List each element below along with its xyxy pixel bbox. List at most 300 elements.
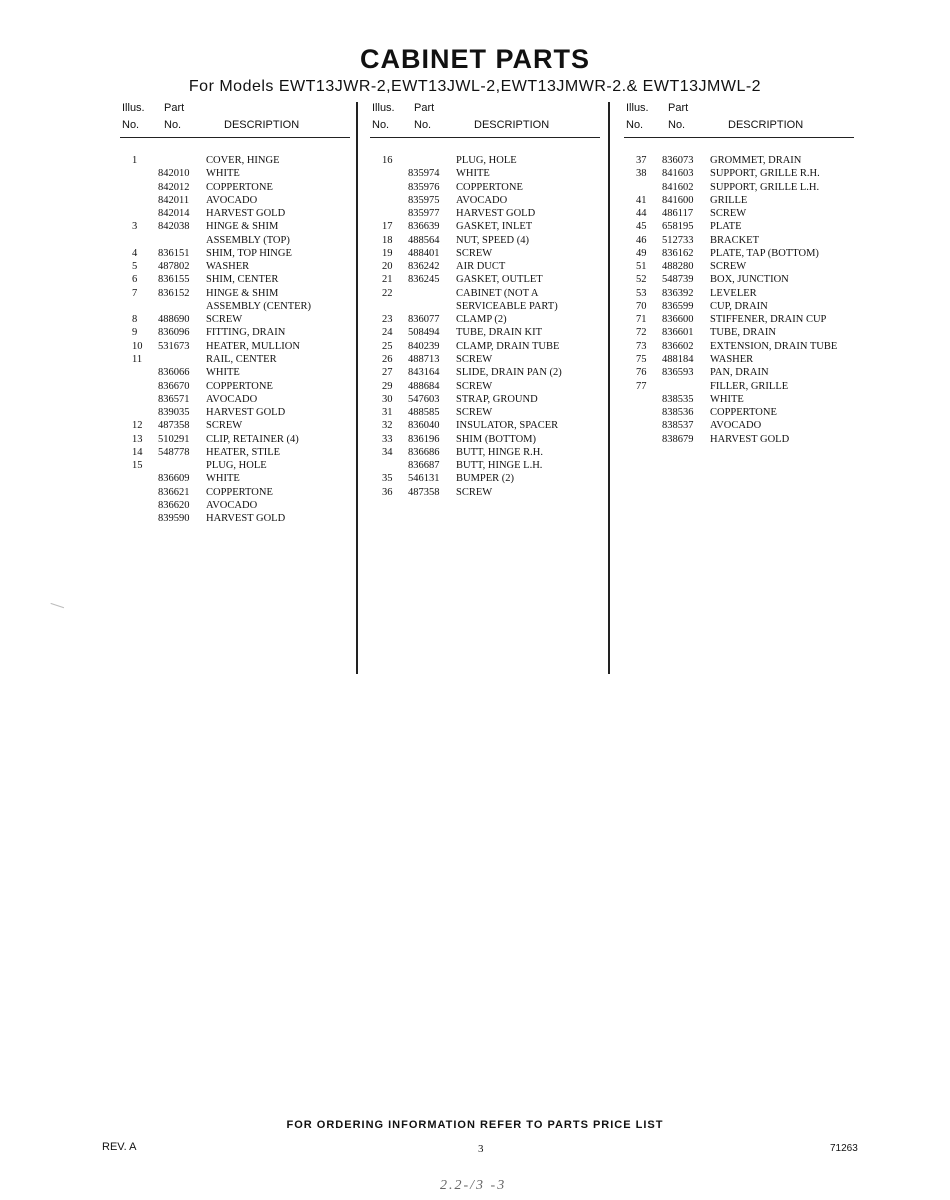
- part-row: [120, 220, 365, 233]
- part-row: [624, 207, 869, 220]
- part-row: [120, 393, 365, 406]
- part-description: COPPERTONE: [206, 181, 273, 193]
- illus-number: 41: [636, 194, 647, 206]
- part-row: [120, 433, 365, 446]
- part-description: HINGE & SHIM: [206, 287, 279, 299]
- header-rule: [624, 137, 854, 138]
- part-description: AIR DUCT: [456, 261, 506, 273]
- part-number: 836687: [408, 460, 440, 472]
- part-row: [624, 353, 869, 366]
- part-description: WHITE: [206, 367, 240, 379]
- part-description: SCREW: [456, 247, 493, 259]
- page-number: 3: [478, 1143, 484, 1155]
- part-number: 487358: [408, 486, 440, 498]
- part-row: [370, 181, 615, 194]
- part-number: 488401: [408, 247, 440, 259]
- part-row: [624, 366, 869, 379]
- part-number: 840239: [408, 340, 440, 352]
- part-row: [370, 446, 615, 459]
- part-description: CLAMP (2): [456, 314, 507, 326]
- part-number: 836593: [662, 367, 694, 379]
- parts-column-2: [370, 102, 615, 498]
- part-row: [120, 167, 365, 180]
- part-row: [120, 499, 365, 512]
- revision-label: REV. A: [102, 1141, 137, 1153]
- part-number: 836599: [662, 300, 694, 312]
- illus-number: 7: [132, 287, 138, 299]
- part-number: 835975: [408, 194, 440, 206]
- part-description: WHITE: [206, 168, 240, 180]
- part-row: [624, 340, 869, 353]
- part-description: BUTT, HINGE L.H.: [456, 460, 543, 472]
- part-description: SUPPORT, GRILLE R.H.: [710, 168, 820, 180]
- part-row: [120, 313, 365, 326]
- part-description: STIFFENER, DRAIN CUP: [710, 314, 827, 326]
- header-illus-no: No.: [372, 119, 390, 131]
- part-description: PAN, DRAIN: [710, 367, 769, 379]
- parts-list: [120, 154, 365, 525]
- models-subtitle: For Models EWT13JWR-2,EWT13JWL-2,EWT13JMWR-2.& EWT13JMWL-2: [188, 78, 762, 95]
- illus-number: 8: [132, 314, 138, 326]
- part-description: TUBE, DRAIN KIT: [456, 327, 543, 339]
- part-description: HARVEST GOLD: [456, 208, 536, 220]
- part-description: LEVELER: [710, 287, 757, 299]
- scan-speck: [50, 603, 64, 610]
- part-row: [120, 273, 365, 286]
- header-part-no: No.: [164, 119, 182, 131]
- part-number: 839035: [158, 407, 190, 419]
- part-row: [370, 234, 615, 247]
- part-description: INSULATOR, SPACER: [456, 420, 559, 432]
- part-number: 841602: [662, 181, 694, 193]
- part-number: 841603: [662, 168, 694, 180]
- illus-number: 10: [132, 340, 143, 352]
- part-row: [120, 446, 365, 459]
- part-description: PLUG, HOLE: [456, 155, 517, 166]
- part-description: WASHER: [710, 353, 754, 365]
- part-row: [624, 393, 869, 406]
- part-description: HEATER, MULLION: [206, 340, 300, 352]
- part-description: COPPERTONE: [710, 407, 777, 419]
- part-description: HARVEST GOLD: [206, 513, 286, 525]
- part-number: 488184: [662, 353, 694, 365]
- part-row: [624, 167, 869, 180]
- illus-number: 70: [636, 300, 647, 312]
- part-number: 836620: [158, 499, 190, 511]
- part-number: 486117: [662, 208, 694, 220]
- part-number: 488690: [158, 314, 190, 326]
- handwritten-note: 2.2-/3 -3: [440, 1178, 507, 1193]
- illus-number: 49: [636, 247, 647, 259]
- part-description: HARVEST GOLD: [710, 433, 790, 445]
- part-number: 548739: [662, 274, 694, 286]
- illus-number: 19: [382, 247, 393, 259]
- part-description: HINGE & SHIM: [206, 221, 279, 233]
- illus-number: 75: [636, 353, 647, 365]
- part-number: 488585: [408, 407, 440, 419]
- part-number: 842038: [158, 221, 190, 233]
- part-number: 836609: [158, 473, 190, 485]
- part-row: [120, 353, 365, 366]
- part-number: 836600: [662, 314, 694, 326]
- part-description: COPPERTONE: [206, 380, 273, 392]
- part-row: [120, 326, 365, 339]
- part-number: 842011: [158, 194, 190, 206]
- part-number: 836152: [158, 287, 190, 299]
- part-row: [624, 181, 869, 194]
- part-description: SCREW: [456, 380, 493, 392]
- part-row: [370, 313, 615, 326]
- part-number: 838679: [662, 433, 694, 445]
- part-number: 836162: [662, 247, 694, 259]
- part-row: [624, 287, 869, 300]
- part-number: 836571: [158, 393, 190, 405]
- part-description: NUT, SPEED (4): [456, 234, 530, 246]
- part-number: 487802: [158, 261, 190, 273]
- part-description: AVOCADO: [710, 420, 762, 432]
- illus-number: 46: [636, 234, 647, 246]
- parts-list: [370, 154, 615, 499]
- illus-number: 34: [382, 446, 393, 458]
- illus-number: 21: [382, 274, 393, 286]
- illus-number: 6: [132, 274, 138, 286]
- part-row: [370, 433, 615, 446]
- illus-number: 44: [636, 208, 647, 220]
- part-description: SUPPORT, GRILLE L.H.: [710, 181, 820, 193]
- part-description: SCREW: [710, 208, 747, 220]
- part-number: 547603: [408, 393, 440, 405]
- part-row: [624, 220, 869, 233]
- part-description: BUTT, HINGE R.H.: [456, 446, 544, 458]
- illus-number: 11: [132, 353, 143, 365]
- part-description: AVOCADO: [206, 194, 258, 206]
- part-description: SCREW: [710, 261, 747, 273]
- part-row: [370, 380, 615, 393]
- part-number: 836040: [408, 420, 440, 432]
- part-description: SHIM (BOTTOM): [456, 433, 537, 445]
- part-description: SCREW: [456, 486, 493, 498]
- illus-number: 4: [132, 247, 138, 259]
- part-number: 836066: [158, 367, 190, 379]
- illus-number: 31: [382, 407, 393, 419]
- header-description: DESCRIPTION: [474, 119, 550, 131]
- header-rule: [370, 137, 600, 138]
- part-row: [370, 406, 615, 419]
- part-description: AVOCADO: [206, 393, 258, 405]
- part-description: SCREW: [456, 353, 493, 365]
- column-divider: [356, 102, 358, 674]
- part-number: 488564: [408, 234, 440, 246]
- illus-number: 71: [636, 314, 647, 326]
- header-description: DESCRIPTION: [728, 119, 804, 131]
- part-description: RAIL, CENTER: [206, 353, 277, 365]
- part-description: GRILLE: [710, 194, 748, 206]
- part-row: [120, 472, 365, 485]
- part-description: SHIM, TOP HINGE: [206, 247, 292, 259]
- part-row: [624, 433, 869, 446]
- part-number: 487358: [158, 420, 190, 432]
- part-row: [120, 419, 365, 432]
- part-number: 843164: [408, 367, 440, 379]
- part-description: SCREW: [456, 407, 493, 419]
- part-number: 488684: [408, 380, 440, 392]
- illus-number: 29: [382, 380, 393, 392]
- part-row: [370, 207, 615, 220]
- illus-number: 13: [132, 433, 143, 445]
- part-description: EXTENSION, DRAIN TUBE: [710, 340, 838, 352]
- header-description: DESCRIPTION: [224, 119, 300, 131]
- part-number: 836073: [662, 155, 694, 166]
- illus-number: 25: [382, 340, 393, 352]
- part-number: 488280: [662, 261, 694, 273]
- illus-number: 51: [636, 261, 647, 273]
- header-illus-no: No.: [122, 119, 140, 131]
- illus-number: 14: [132, 446, 143, 458]
- part-number: 836602: [662, 340, 694, 352]
- part-row: [624, 260, 869, 273]
- illus-number: 77: [636, 380, 647, 392]
- part-description: AVOCADO: [456, 194, 508, 206]
- part-description: SCREW: [206, 314, 243, 326]
- part-number: 839590: [158, 513, 190, 525]
- illus-number: 36: [382, 486, 393, 498]
- part-row: [120, 181, 365, 194]
- part-number: 836639: [408, 221, 440, 233]
- header-part: Part: [164, 102, 185, 114]
- illus-number: 15: [132, 460, 143, 472]
- illus-number: 30: [382, 393, 393, 405]
- part-description: PLATE: [710, 221, 742, 233]
- illus-number: 72: [636, 327, 647, 339]
- part-number: 842014: [158, 208, 190, 220]
- part-description: STRAP, GROUND: [456, 393, 538, 405]
- illus-number: 27: [382, 367, 393, 379]
- illus-number: 24: [382, 327, 393, 339]
- illus-number: 9: [132, 327, 138, 339]
- illus-number: 37: [636, 155, 647, 166]
- illus-number: 16: [382, 155, 393, 166]
- part-row: [120, 340, 365, 353]
- part-row: [624, 154, 869, 167]
- column-header: [120, 102, 365, 136]
- illus-number: 38: [636, 168, 647, 180]
- part-description: HARVEST GOLD: [206, 208, 286, 220]
- part-row: [120, 234, 365, 247]
- part-row: [120, 207, 365, 220]
- part-row: [370, 154, 615, 167]
- part-row: [120, 459, 365, 472]
- page-title: CABINET PARTS: [359, 44, 590, 74]
- part-row: [370, 459, 615, 472]
- part-row: [120, 260, 365, 273]
- part-row: [624, 234, 869, 247]
- part-description: WHITE: [710, 393, 744, 405]
- column-header: [370, 102, 615, 136]
- part-row: [370, 260, 615, 273]
- part-row: [370, 326, 615, 339]
- part-number: 510291: [158, 433, 190, 445]
- part-row: [370, 340, 615, 353]
- part-number: 836601: [662, 327, 694, 339]
- part-row: [370, 247, 615, 260]
- illus-number: 18: [382, 234, 393, 246]
- part-description: HARVEST GOLD: [206, 407, 286, 419]
- illus-number: 73: [636, 340, 647, 352]
- header-illus: Illus.: [122, 102, 145, 114]
- part-description: ASSEMBLY (CENTER): [206, 300, 312, 312]
- part-number: 512733: [662, 234, 694, 246]
- part-description: CABINET (NOT A: [456, 287, 539, 299]
- illus-number: 26: [382, 353, 393, 365]
- illus-number: 3: [132, 221, 138, 233]
- header-part-no: No.: [414, 119, 432, 131]
- part-description: WHITE: [456, 168, 490, 180]
- part-description: WASHER: [206, 261, 250, 273]
- part-row: [120, 154, 365, 167]
- parts-list: [624, 154, 869, 446]
- part-row: [370, 486, 615, 499]
- illus-number: 52: [636, 274, 647, 286]
- part-number: 548778: [158, 446, 190, 458]
- part-description: AVOCADO: [206, 499, 258, 511]
- header-illus-no: No.: [626, 119, 644, 131]
- part-number: 531673: [158, 340, 190, 352]
- part-row: [370, 220, 615, 233]
- part-description: SLIDE, DRAIN PAN (2): [456, 367, 562, 379]
- part-number: 836670: [158, 380, 190, 392]
- part-description: COVER, HINGE: [206, 155, 280, 166]
- header-illus: Illus.: [372, 102, 395, 114]
- part-description: FILLER, GRILLE: [710, 380, 789, 392]
- illus-number: 32: [382, 420, 393, 432]
- part-description: BOX, JUNCTION: [710, 274, 789, 286]
- part-row: [370, 300, 615, 313]
- part-row: [624, 273, 869, 286]
- part-description: CUP, DRAIN: [710, 300, 768, 312]
- part-number: 488713: [408, 353, 440, 365]
- column-divider: [608, 102, 610, 674]
- part-row: [624, 380, 869, 393]
- illus-number: 12: [132, 420, 143, 432]
- illus-number: 20: [382, 261, 393, 273]
- part-row: [624, 326, 869, 339]
- part-number: 838536: [662, 407, 694, 419]
- part-number: 836686: [408, 446, 440, 458]
- part-row: [120, 247, 365, 260]
- part-row: [370, 353, 615, 366]
- column-header: [624, 102, 869, 136]
- part-row: [370, 287, 615, 300]
- part-description: BRACKET: [710, 234, 760, 246]
- ordering-note: FOR ORDERING INFORMATION REFER TO PARTS PRICE LIST: [286, 1119, 664, 1131]
- illus-number: 17: [382, 221, 393, 233]
- part-row: [370, 419, 615, 432]
- part-row: [624, 406, 869, 419]
- header-part: Part: [414, 102, 435, 114]
- part-description: BUMPER (2): [456, 473, 515, 485]
- part-number: 836392: [662, 287, 694, 299]
- part-description: SHIM, CENTER: [206, 274, 279, 286]
- part-row: [120, 300, 365, 313]
- part-number: 658195: [662, 221, 694, 233]
- part-number: 836242: [408, 261, 440, 273]
- part-row: [370, 393, 615, 406]
- part-number: 546131: [408, 473, 440, 485]
- illus-number: 35: [382, 473, 393, 485]
- illus-number: 33: [382, 433, 393, 445]
- part-row: [120, 287, 365, 300]
- part-number: 835976: [408, 181, 440, 193]
- part-description: TUBE, DRAIN: [710, 327, 776, 339]
- header-illus: Illus.: [626, 102, 649, 114]
- part-row: [624, 313, 869, 326]
- part-row: [624, 194, 869, 207]
- part-number: 836155: [158, 274, 190, 286]
- illus-number: 1: [132, 155, 138, 166]
- part-number: 835974: [408, 168, 440, 180]
- illus-number: 5: [132, 261, 138, 273]
- illus-number: 22: [382, 287, 393, 299]
- part-description: FITTING, DRAIN: [206, 327, 286, 339]
- part-number: 836096: [158, 327, 190, 339]
- parts-column-1: [120, 102, 365, 525]
- part-description: COPPERTONE: [206, 486, 273, 498]
- part-row: [120, 380, 365, 393]
- part-row: [370, 167, 615, 180]
- part-row: [120, 486, 365, 499]
- part-number: 836245: [408, 274, 440, 286]
- part-row: [120, 512, 365, 525]
- part-description: GROMMET, DRAIN: [710, 155, 802, 166]
- part-number: 841600: [662, 194, 694, 206]
- part-row: [370, 273, 615, 286]
- illus-number: 45: [636, 221, 647, 233]
- part-number: 842012: [158, 181, 190, 193]
- part-number: 836621: [158, 486, 190, 498]
- header-part-no: No.: [668, 119, 686, 131]
- part-row: [120, 194, 365, 207]
- part-description: SCREW: [206, 420, 243, 432]
- illus-number: 23: [382, 314, 393, 326]
- part-row: [120, 366, 365, 379]
- part-description: GASKET, OUTLET: [456, 274, 543, 286]
- part-row: [370, 194, 615, 207]
- part-row: [370, 472, 615, 485]
- part-description: SERVICEABLE PART): [456, 300, 558, 312]
- part-number: 838537: [662, 420, 694, 432]
- part-number: 842010: [158, 168, 190, 180]
- part-description: PLUG, HOLE: [206, 460, 267, 472]
- document-number: 71263: [830, 1143, 858, 1154]
- part-description: PLATE, TAP (BOTTOM): [710, 247, 819, 259]
- header-part: Part: [668, 102, 689, 114]
- illus-number: 53: [636, 287, 647, 299]
- part-description: COPPERTONE: [456, 181, 523, 193]
- part-row: [624, 419, 869, 432]
- header-rule: [120, 137, 350, 138]
- part-description: HEATER, STILE: [206, 446, 281, 458]
- part-description: WHITE: [206, 473, 240, 485]
- part-number: 836151: [158, 247, 190, 259]
- part-description: CLAMP, DRAIN TUBE: [456, 340, 560, 352]
- part-row: [120, 406, 365, 419]
- part-row: [370, 366, 615, 379]
- part-number: 836196: [408, 433, 440, 445]
- part-description: GASKET, INLET: [456, 221, 533, 233]
- part-number: 835977: [408, 208, 440, 220]
- part-row: [624, 247, 869, 260]
- part-row: [624, 300, 869, 313]
